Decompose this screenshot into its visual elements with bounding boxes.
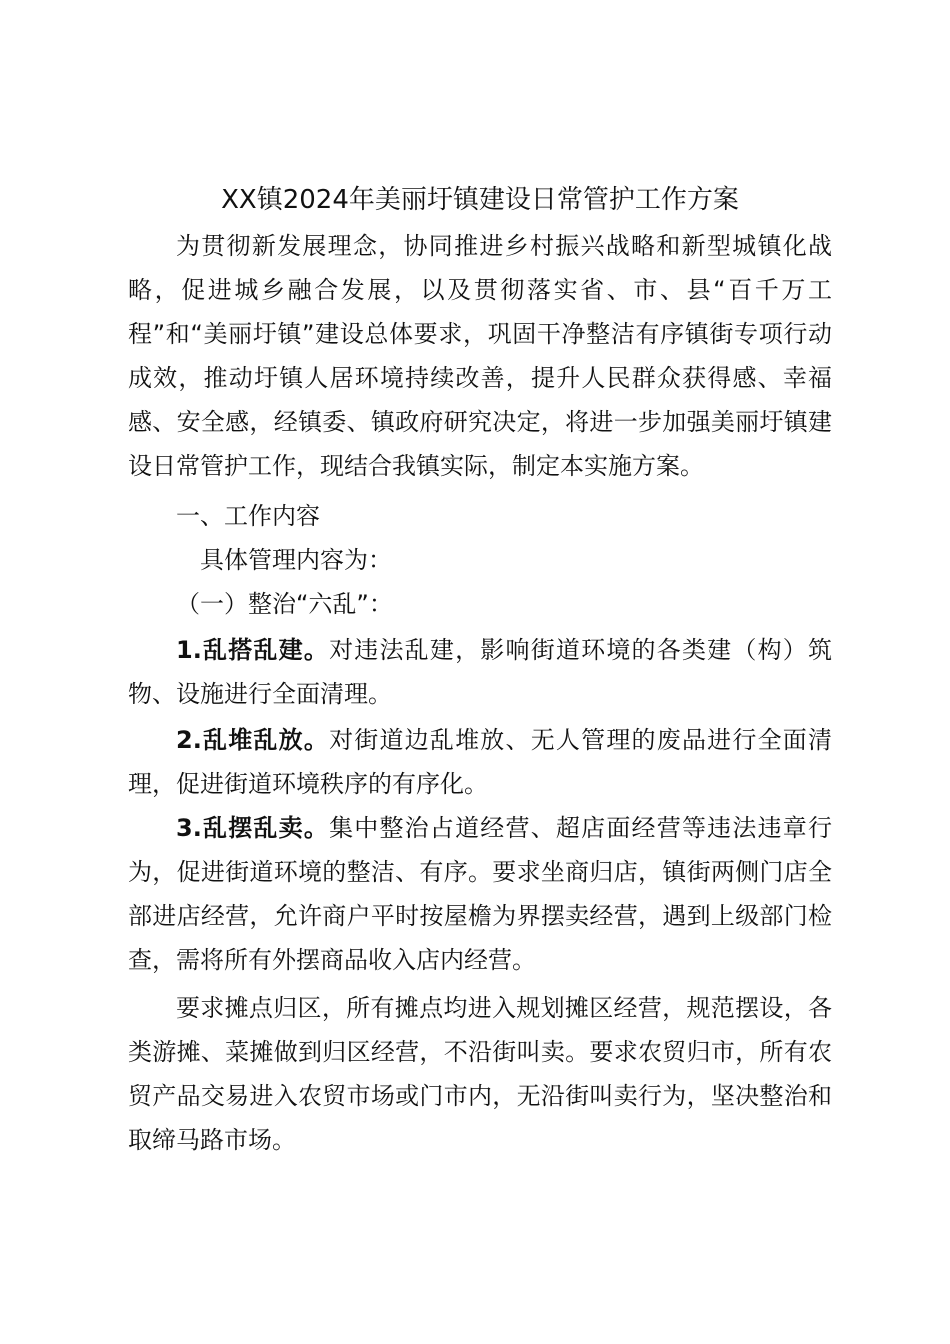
item-lead: 3.乱摆乱卖。 (176, 814, 330, 842)
item-lead: 1.乱搭乱建。 (176, 636, 330, 664)
specific-intro: 具体管理内容为： (200, 546, 392, 574)
section-heading: 一、工作内容 (176, 502, 320, 530)
item-text: 集中整治占道经营、超店面经营等违法违章行为，促进街道环境的整洁、有序。要求坐商归店，镇街两侧门店全部进店经营，允许商户平时按屋檐为界摆卖经营，遇到上级部门检查，需将所有外摆商品收入店内经营。 (128, 814, 832, 974)
item-text: 对违法乱建，影响街道环境的各类建（构）筑物、设施进行全面清理。 (128, 636, 832, 708)
subsection-heading: （一）整治“六乱”： (176, 590, 393, 618)
item-lead: 2.乱堆乱放。 (176, 726, 330, 754)
item-text: 对街道边乱堆放、无人管理的废品进行全面清理，促进街道环境秩序的有序化。 (128, 726, 832, 798)
stalls-paragraph: 要求摊点归区，所有摊点均进入规划摊区经营，规范摆设，各类游摊、菜摊做到归区经营，不沿街叫卖。要求农贸归市，所有农贸产品交易进入农贸市场或门市内，无沿街叫卖行为，坚决整治和取缔马路市场。 (128, 994, 832, 1154)
item-paragraph (128, 806, 832, 982)
item-paragraph (128, 718, 832, 806)
item-paragraph (128, 628, 832, 716)
intro-paragraph: 为贯彻新发展理念，协同推进乡村振兴战略和新型城镇化战略，促进城乡融合发展，以及贯彻落实省、市、县“百千万工程”和“美丽圩镇”建设总体要求，巩固干净整洁有序镇街专项行动成效，推动圩镇人居环境持续改善，提升人民群众获得感、幸福感、安全感，经镇委、镇政府研究决定，将进一步加强美丽圩镇建设日常管护工作，现结合我镇实际，制定本实施方案。 (128, 232, 832, 480)
document-title: XX镇2024年美丽圩镇建设日常管护工作方案 (221, 185, 739, 215)
